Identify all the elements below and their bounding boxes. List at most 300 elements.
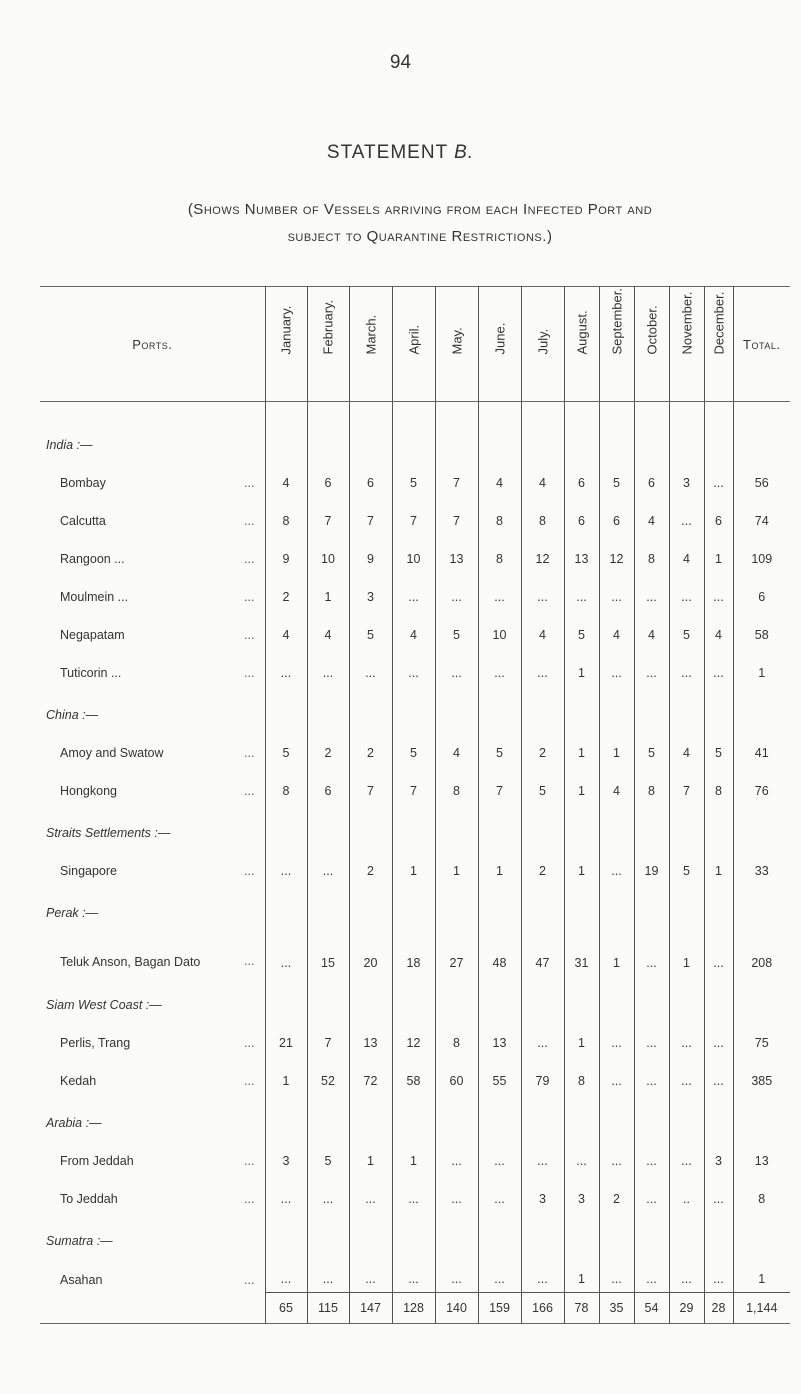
month-header-label: March. [363,314,378,354]
month-value-cell: 2 [265,572,307,610]
month-total-cell: 54 [634,1293,669,1324]
table-row [40,1018,790,1056]
month-value-cell: 1 [564,728,599,766]
month-value-cell: 4 [307,610,349,648]
table-row [40,496,790,534]
month-value-cell: ... [307,648,349,686]
month-header-label: December. [711,291,726,354]
month-value-cell: 4 [669,728,704,766]
month-total-cell: 128 [392,1293,435,1324]
month-value-cell: 5 [349,610,392,648]
table-row [40,766,790,804]
month-value-cell: 3 [704,1136,733,1174]
month-value-cell: 4 [392,610,435,648]
month-header-label: April. [406,324,421,354]
leader-dots: ... [244,514,255,528]
month-value-cell: 2 [521,846,564,884]
month-value-cell: ... [478,1254,521,1293]
group-heading-row [40,976,790,1018]
table-row [40,458,790,496]
port-label: Amoy and Swatow [60,746,164,760]
month-value-cell: 5 [669,846,704,884]
month-value-cell: 48 [478,926,521,976]
month-value-cell: ... [392,1174,435,1212]
month-value-cell: 15 [307,926,349,976]
port-name [40,534,265,572]
leader-dots: ... [244,1036,255,1050]
port-name [40,728,265,766]
table-row [40,1254,790,1293]
row-total-cell: 1 [733,1254,790,1293]
month-value-cell: 8 [704,766,733,804]
quarantine-table-container [40,286,790,1324]
row-total-cell: 41 [733,728,790,766]
port-label: Calcutta [60,514,106,528]
month-value-cell: 5 [265,728,307,766]
month-value-cell: ... [599,1056,634,1094]
month-value-cell: 6 [634,458,669,496]
port-label: Asahan [60,1272,103,1287]
table-row [40,1056,790,1094]
month-value-cell: 4 [599,766,634,804]
leader-dots: ... [244,590,255,604]
month-value-cell: 8 [265,496,307,534]
table-row [40,648,790,686]
month-value-cell: 1 [564,846,599,884]
month-total-cell: 159 [478,1293,521,1324]
month-value-cell: 13 [478,1018,521,1056]
month-value-cell: ... [265,846,307,884]
month-value-cell: ... [435,648,478,686]
month-value-cell: ... [669,1018,704,1056]
month-column-header [521,287,564,402]
group-heading: Sumatra :— [46,1234,113,1248]
port-label: Teluk Anson, Bagan Dato [60,955,201,969]
month-value-cell: ... [478,1174,521,1212]
month-value-cell: 8 [564,1056,599,1094]
group-heading-row [40,804,790,846]
month-value-cell: 2 [521,728,564,766]
row-total-cell: 58 [733,610,790,648]
month-value-cell: 1 [564,1254,599,1293]
month-value-cell: ... [599,648,634,686]
month-value-cell: ... [669,1056,704,1094]
month-value-cell: ... [669,1136,704,1174]
month-value-cell: 12 [599,534,634,572]
month-value-cell: 1 [564,1018,599,1056]
port-name [40,1254,265,1293]
leader-dots: ... [244,552,255,566]
month-value-cell: ... [478,1136,521,1174]
row-total-cell: 74 [733,496,790,534]
month-value-cell: 27 [435,926,478,976]
month-value-cell: ... [478,648,521,686]
month-value-cell: 8 [634,766,669,804]
port-label: Tuticorin ... [60,666,122,680]
port-label: Moulmein ... [60,590,129,604]
month-value-cell: 1 [478,846,521,884]
month-value-cell: ... [669,572,704,610]
month-column-header [599,287,634,402]
statement-title-letter: B. [454,142,475,163]
month-value-cell: 8 [265,766,307,804]
month-value-cell: ... [564,1136,599,1174]
month-column-header [435,287,478,402]
month-value-cell: 1 [669,926,704,976]
month-value-cell: 6 [599,496,634,534]
month-value-cell: 5 [634,728,669,766]
leader-dots: ... [244,476,255,490]
month-value-cell: ... [265,648,307,686]
month-value-cell: ... [599,1136,634,1174]
grand-total-cell: 1,144 [733,1293,790,1324]
port-name [40,1056,265,1094]
month-value-cell: 3 [564,1174,599,1212]
month-value-cell: 12 [521,534,564,572]
table-row [40,926,790,976]
month-value-cell: 79 [521,1056,564,1094]
month-header-label: November. [679,291,694,354]
month-value-cell: 4 [634,496,669,534]
month-value-cell: 58 [392,1056,435,1094]
row-total-cell: 13 [733,1136,790,1174]
table-row [40,610,790,648]
month-value-cell: ... [521,572,564,610]
month-value-cell: ... [435,572,478,610]
month-value-cell: 1 [307,572,349,610]
group-heading: Perak :— [46,906,99,920]
month-value-cell: ... [704,1056,733,1094]
month-value-cell: 8 [435,1018,478,1056]
month-value-cell: ... [599,1018,634,1056]
month-value-cell: ... [704,926,733,976]
month-total-cell: 28 [704,1293,733,1324]
month-column-header [265,287,307,402]
month-value-cell: ... [521,1254,564,1293]
month-value-cell: ... [307,846,349,884]
month-value-cell: 1 [599,926,634,976]
leader-dots: ... [244,746,255,760]
month-column-header [564,287,599,402]
month-total-cell: 140 [435,1293,478,1324]
port-label: Negapatam [60,628,125,642]
port-name [40,458,265,496]
month-value-cell: ... [669,1254,704,1293]
port-label: To Jeddah [60,1192,118,1206]
month-value-cell: 6 [307,766,349,804]
month-value-cell: 1 [392,846,435,884]
month-value-cell: 4 [634,610,669,648]
month-value-cell: ... [634,1254,669,1293]
leader-dots: ... [244,954,255,968]
leader-dots: ... [244,1154,255,1168]
month-value-cell: 10 [478,610,521,648]
month-value-cell: ... [435,1254,478,1293]
port-label: From Jeddah [60,1154,134,1168]
month-value-cell: 9 [265,534,307,572]
month-value-cell: ... [599,572,634,610]
month-value-cell: ... [521,1018,564,1056]
month-value-cell: 13 [564,534,599,572]
month-value-cell: 6 [307,458,349,496]
month-column-header [307,287,349,402]
month-value-cell: 7 [669,766,704,804]
month-value-cell: 7 [435,496,478,534]
table-row [40,1136,790,1174]
table-row [40,846,790,884]
port-name [40,572,265,610]
port-label: Singapore [60,864,117,878]
month-value-cell: 1 [704,846,733,884]
spacer-row [40,402,790,417]
month-value-cell: 3 [521,1174,564,1212]
month-value-cell: 8 [478,534,521,572]
port-name [40,610,265,648]
month-value-cell: 6 [349,458,392,496]
month-value-cell: 5 [704,728,733,766]
month-value-cell: ... [599,1254,634,1293]
month-total-cell: 35 [599,1293,634,1324]
month-value-cell: ... [478,572,521,610]
month-value-cell: 7 [307,1018,349,1056]
row-total-cell: 208 [733,926,790,976]
group-heading-row [40,1094,790,1136]
month-value-cell: ... [634,1136,669,1174]
month-value-cell: 4 [704,610,733,648]
month-value-cell: ... [599,846,634,884]
month-value-cell: 2 [599,1174,634,1212]
month-value-cell: 5 [435,610,478,648]
month-total-cell: 65 [265,1293,307,1324]
row-total-cell: 385 [733,1056,790,1094]
month-value-cell: 7 [392,766,435,804]
month-header-label: October. [644,304,659,354]
month-value-cell: 4 [521,610,564,648]
port-name [40,766,265,804]
month-total-cell: 147 [349,1293,392,1324]
month-value-cell: 21 [265,1018,307,1056]
month-value-cell: 1 [564,766,599,804]
month-header-label: August. [574,309,589,354]
month-value-cell: 2 [349,728,392,766]
month-value-cell: 1 [564,648,599,686]
month-value-cell: 7 [349,766,392,804]
month-value-cell: 6 [564,496,599,534]
month-value-cell: 7 [435,458,478,496]
month-value-cell: ... [265,926,307,976]
leader-dots: ... [244,1272,255,1287]
month-value-cell: 52 [307,1056,349,1094]
month-value-cell: ... [564,572,599,610]
month-value-cell: 72 [349,1056,392,1094]
month-column-header [349,287,392,402]
group-heading: Straits Settlements :— [46,826,171,840]
month-value-cell: 1 [599,728,634,766]
month-value-cell: 10 [307,534,349,572]
month-value-cell: ... [704,458,733,496]
port-name [40,648,265,686]
month-value-cell: 19 [634,846,669,884]
port-name [40,496,265,534]
month-value-cell: ... [634,1056,669,1094]
subtitle-line-2: subject to Quarantine Restrictions.) [287,228,553,245]
month-value-cell: 8 [521,496,564,534]
month-column-header [478,287,521,402]
port-name [40,1136,265,1174]
statement-subtitle [80,196,760,250]
month-value-cell: 4 [669,534,704,572]
group-heading-row [40,1212,790,1254]
month-value-cell: .. [669,1174,704,1212]
month-value-cell: ... [704,1018,733,1056]
row-total-cell: 8 [733,1174,790,1212]
month-value-cell: 4 [265,458,307,496]
table-header-row [40,287,790,402]
group-heading: India :— [46,438,93,452]
month-value-cell: 7 [307,496,349,534]
month-value-cell: 4 [521,458,564,496]
month-value-cell: ... [349,1174,392,1212]
month-value-cell: 7 [478,766,521,804]
month-value-cell: ... [435,1174,478,1212]
ports-column-header: Ports. [40,287,265,402]
leader-dots: ... [244,784,255,798]
month-header-label: June. [492,322,507,354]
port-label: Rangoon ... [60,552,125,566]
row-total-cell: 6 [733,572,790,610]
month-value-cell: ... [704,648,733,686]
port-name [40,926,265,976]
month-value-cell: 8 [634,534,669,572]
month-total-cell: 166 [521,1293,564,1324]
port-label: Hongkong [60,784,117,798]
month-value-cell: ... [307,1254,349,1293]
month-value-cell: 5 [564,610,599,648]
month-value-cell: 20 [349,926,392,976]
month-value-cell: 47 [521,926,564,976]
group-heading-row [40,884,790,926]
month-value-cell: ... [704,1174,733,1212]
month-value-cell: ... [349,648,392,686]
month-value-cell: ... [435,1136,478,1174]
port-name [40,1018,265,1056]
month-value-cell: 2 [349,846,392,884]
port-name [40,846,265,884]
group-heading: Siam West Coast :— [46,998,162,1012]
month-header-label: February. [320,299,336,354]
month-value-cell: ... [634,648,669,686]
table-row [40,1174,790,1212]
month-value-cell: 5 [669,610,704,648]
leader-dots: ... [244,666,255,680]
table-body [40,402,790,1324]
port-label: Kedah [60,1074,97,1088]
statement-title [0,142,801,164]
month-value-cell: 7 [349,496,392,534]
month-header-label: July. [535,328,550,354]
month-header-label: January. [278,305,294,354]
month-value-cell: ... [265,1174,307,1212]
leader-dots: ... [244,1074,255,1088]
month-value-cell: 5 [478,728,521,766]
group-heading-row [40,416,790,458]
month-value-cell: 5 [521,766,564,804]
page-number: 94 [389,52,412,73]
month-value-cell: 4 [478,458,521,496]
group-heading: China :— [46,708,99,722]
month-column-header [634,287,669,402]
month-value-cell: 8 [478,496,521,534]
totals-row [40,1293,790,1324]
month-value-cell: ... [704,1254,733,1293]
month-value-cell: 1 [435,846,478,884]
table-row [40,534,790,572]
month-value-cell: 18 [392,926,435,976]
month-value-cell: 9 [349,534,392,572]
month-value-cell: ... [349,1254,392,1293]
month-value-cell: 2 [307,728,349,766]
month-total-cell: 78 [564,1293,599,1324]
month-value-cell: ... [265,1254,307,1293]
leader-dots: ... [244,628,255,642]
month-value-cell: 5 [307,1136,349,1174]
month-value-cell: 55 [478,1056,521,1094]
total-column-header: Total. [733,287,790,402]
month-header-label: September. [609,287,624,354]
month-value-cell: ... [307,1174,349,1212]
month-column-header [704,287,733,402]
month-total-cell: 115 [307,1293,349,1324]
month-value-cell: 4 [599,610,634,648]
month-value-cell: ... [392,1254,435,1293]
month-value-cell: 6 [704,496,733,534]
quarantine-vessels-table [40,286,790,1324]
month-value-cell: 5 [599,458,634,496]
month-value-cell: 4 [265,610,307,648]
month-header-label: May. [449,326,464,354]
month-value-cell: 6 [564,458,599,496]
month-column-header [669,287,704,402]
month-value-cell: 1 [349,1136,392,1174]
leader-dots: ... [244,864,255,878]
port-name [40,1174,265,1212]
month-value-cell: 1 [704,534,733,572]
row-total-cell: 109 [733,534,790,572]
month-value-cell: ... [521,648,564,686]
month-value-cell: ... [634,1174,669,1212]
month-value-cell: 31 [564,926,599,976]
month-value-cell: 1 [265,1056,307,1094]
month-value-cell: ... [704,572,733,610]
month-value-cell: 5 [392,728,435,766]
row-total-cell: 1 [733,648,790,686]
row-total-cell: 76 [733,766,790,804]
month-value-cell: ... [634,926,669,976]
month-value-cell: 12 [392,1018,435,1056]
leader-dots: ... [244,1192,255,1206]
month-value-cell: ... [392,572,435,610]
month-value-cell: 3 [265,1136,307,1174]
month-total-cell: 29 [669,1293,704,1324]
month-value-cell: 3 [669,458,704,496]
subtitle-line-1: (Shows Number of Vessels arriving from each Infected Port and [187,201,653,218]
row-total-cell: 33 [733,846,790,884]
table-row [40,572,790,610]
table-row [40,728,790,766]
month-value-cell: 1 [392,1136,435,1174]
port-label: Perlis, Trang [60,1036,131,1050]
month-value-cell: ... [521,1136,564,1174]
